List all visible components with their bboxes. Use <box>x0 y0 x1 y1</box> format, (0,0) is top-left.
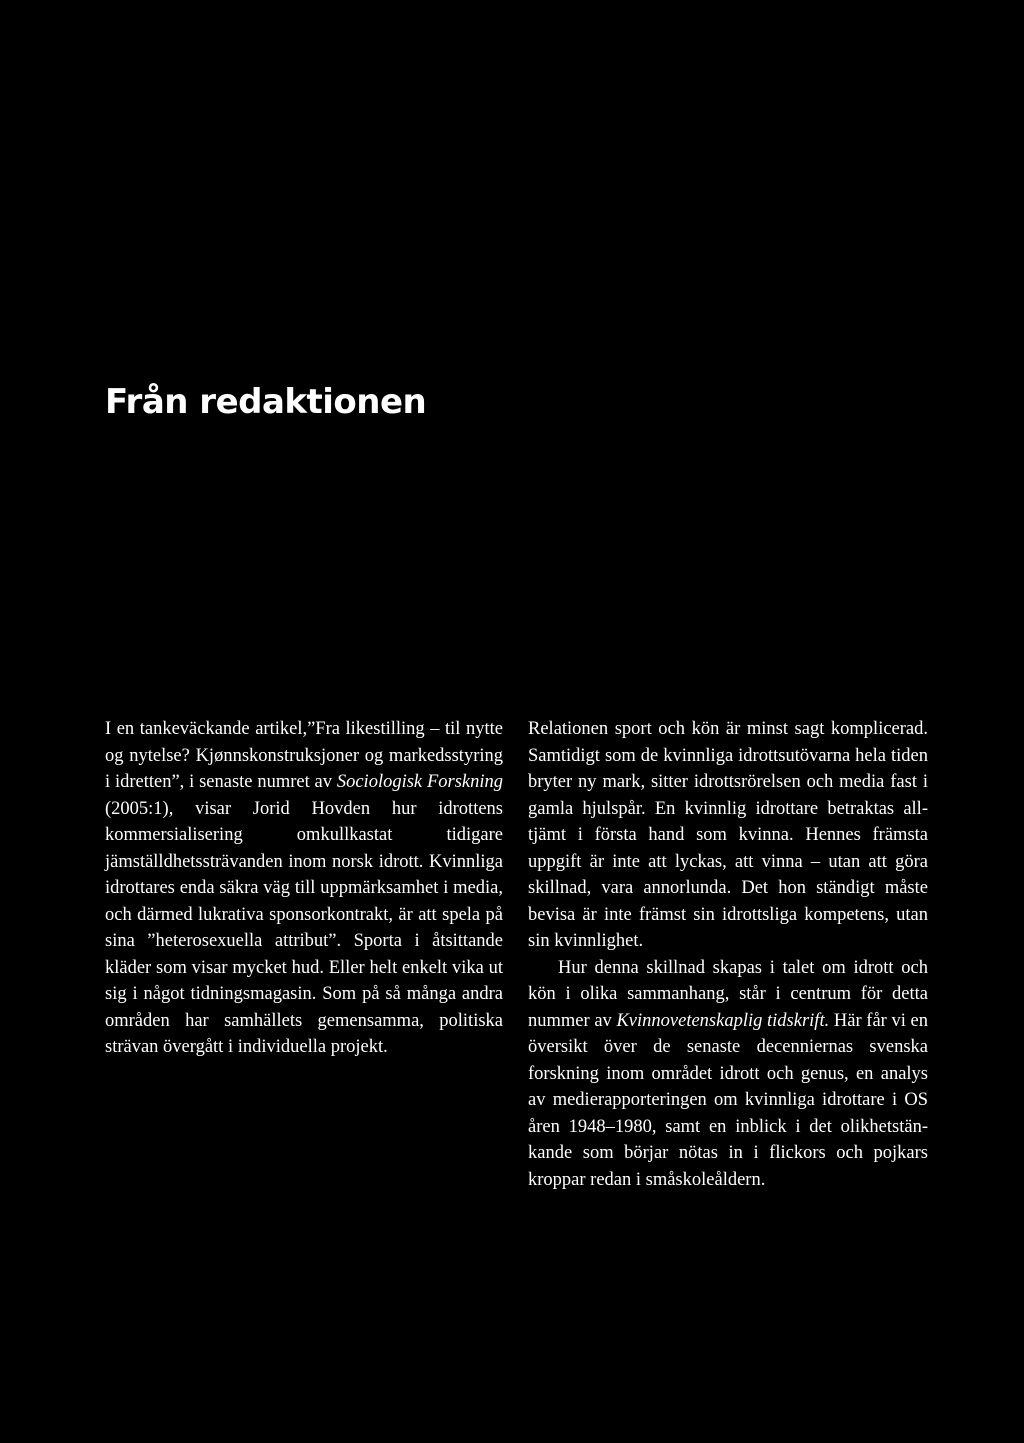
right-paragraph-1: Relationen sport och kön är minst sagt komplicerad. Samtidigt som de kvinnliga idrottsutövarna hela tiden bryter ny mark, sitter idrottsrörelsen och media fast i gamla hjulspår. En kvinnlig idrottare betraktas alltjämt i första hand som kvinna. Hennes främsta uppgift är inte att lyckas, att vinna – utan att göra skillnad, vara annorlunda. Det hon ständigt måste bevisa är inte främst sin idrottsliga kompetens, utan sin kvinnlighet. <box>528 719 928 951</box>
left-paragraph-1-text-b: (2005:1), visar Jorid Hovden hur idrottens kommersialisering omkullkastat tidigare jämställdhetssträvanden inom norsk idrott. Kvinnliga idrottares enda säkra väg till uppmärksamhet i media, och därmed lukrativa sponsorkontrakt, är att spela på sina ”heterosexuella attribut”. Sporta i åtsittande kläder som visar mycket hud. Eller helt enkelt vika ut sig i något tidningsmagasin. Som på så många andra områden har samhällets gemensamma, politiska strävan övergått i individuella projekt. <box>105 798 503 1057</box>
left-column <box>105 716 503 1061</box>
right-column <box>528 716 928 1193</box>
right-paragraph-2-text-b: Här får vi en översikt över de senaste decenniernas svenska forskning inom området idrott och genus, en analys av medierapporteringen om kvinnliga idrottare i OS åren 1948–1980, samt en inblick i det olikhetstänkande som börjar nötas in i flickors och pojkars kroppar redan i småskoleåldern. <box>528 1010 928 1190</box>
right-paragraph-2-text-a: Hur denna skillnad skapas i talet om idrott och kön i olika sammanhang, står i centrum för detta nummer av <box>528 957 928 1031</box>
right-paragraph-2 <box>528 955 928 1194</box>
page-title: Från redaktionen <box>105 382 427 422</box>
journal-title-kvinnovetenskaplig-tidskrift: Kvinnovetenskaplig tidskrift. <box>616 1010 830 1031</box>
left-paragraph-1 <box>105 716 503 1061</box>
left-paragraph-1-text-a: I en tankeväckande artikel,”Fra likestilling – til nytte og nytelse? Kjønnskonstruksjoner og markedsstyring i idretten”, i senaste numret av <box>105 719 503 792</box>
journal-title-sociologisk-forskning: Sociologisk Forskning <box>336 772 504 792</box>
